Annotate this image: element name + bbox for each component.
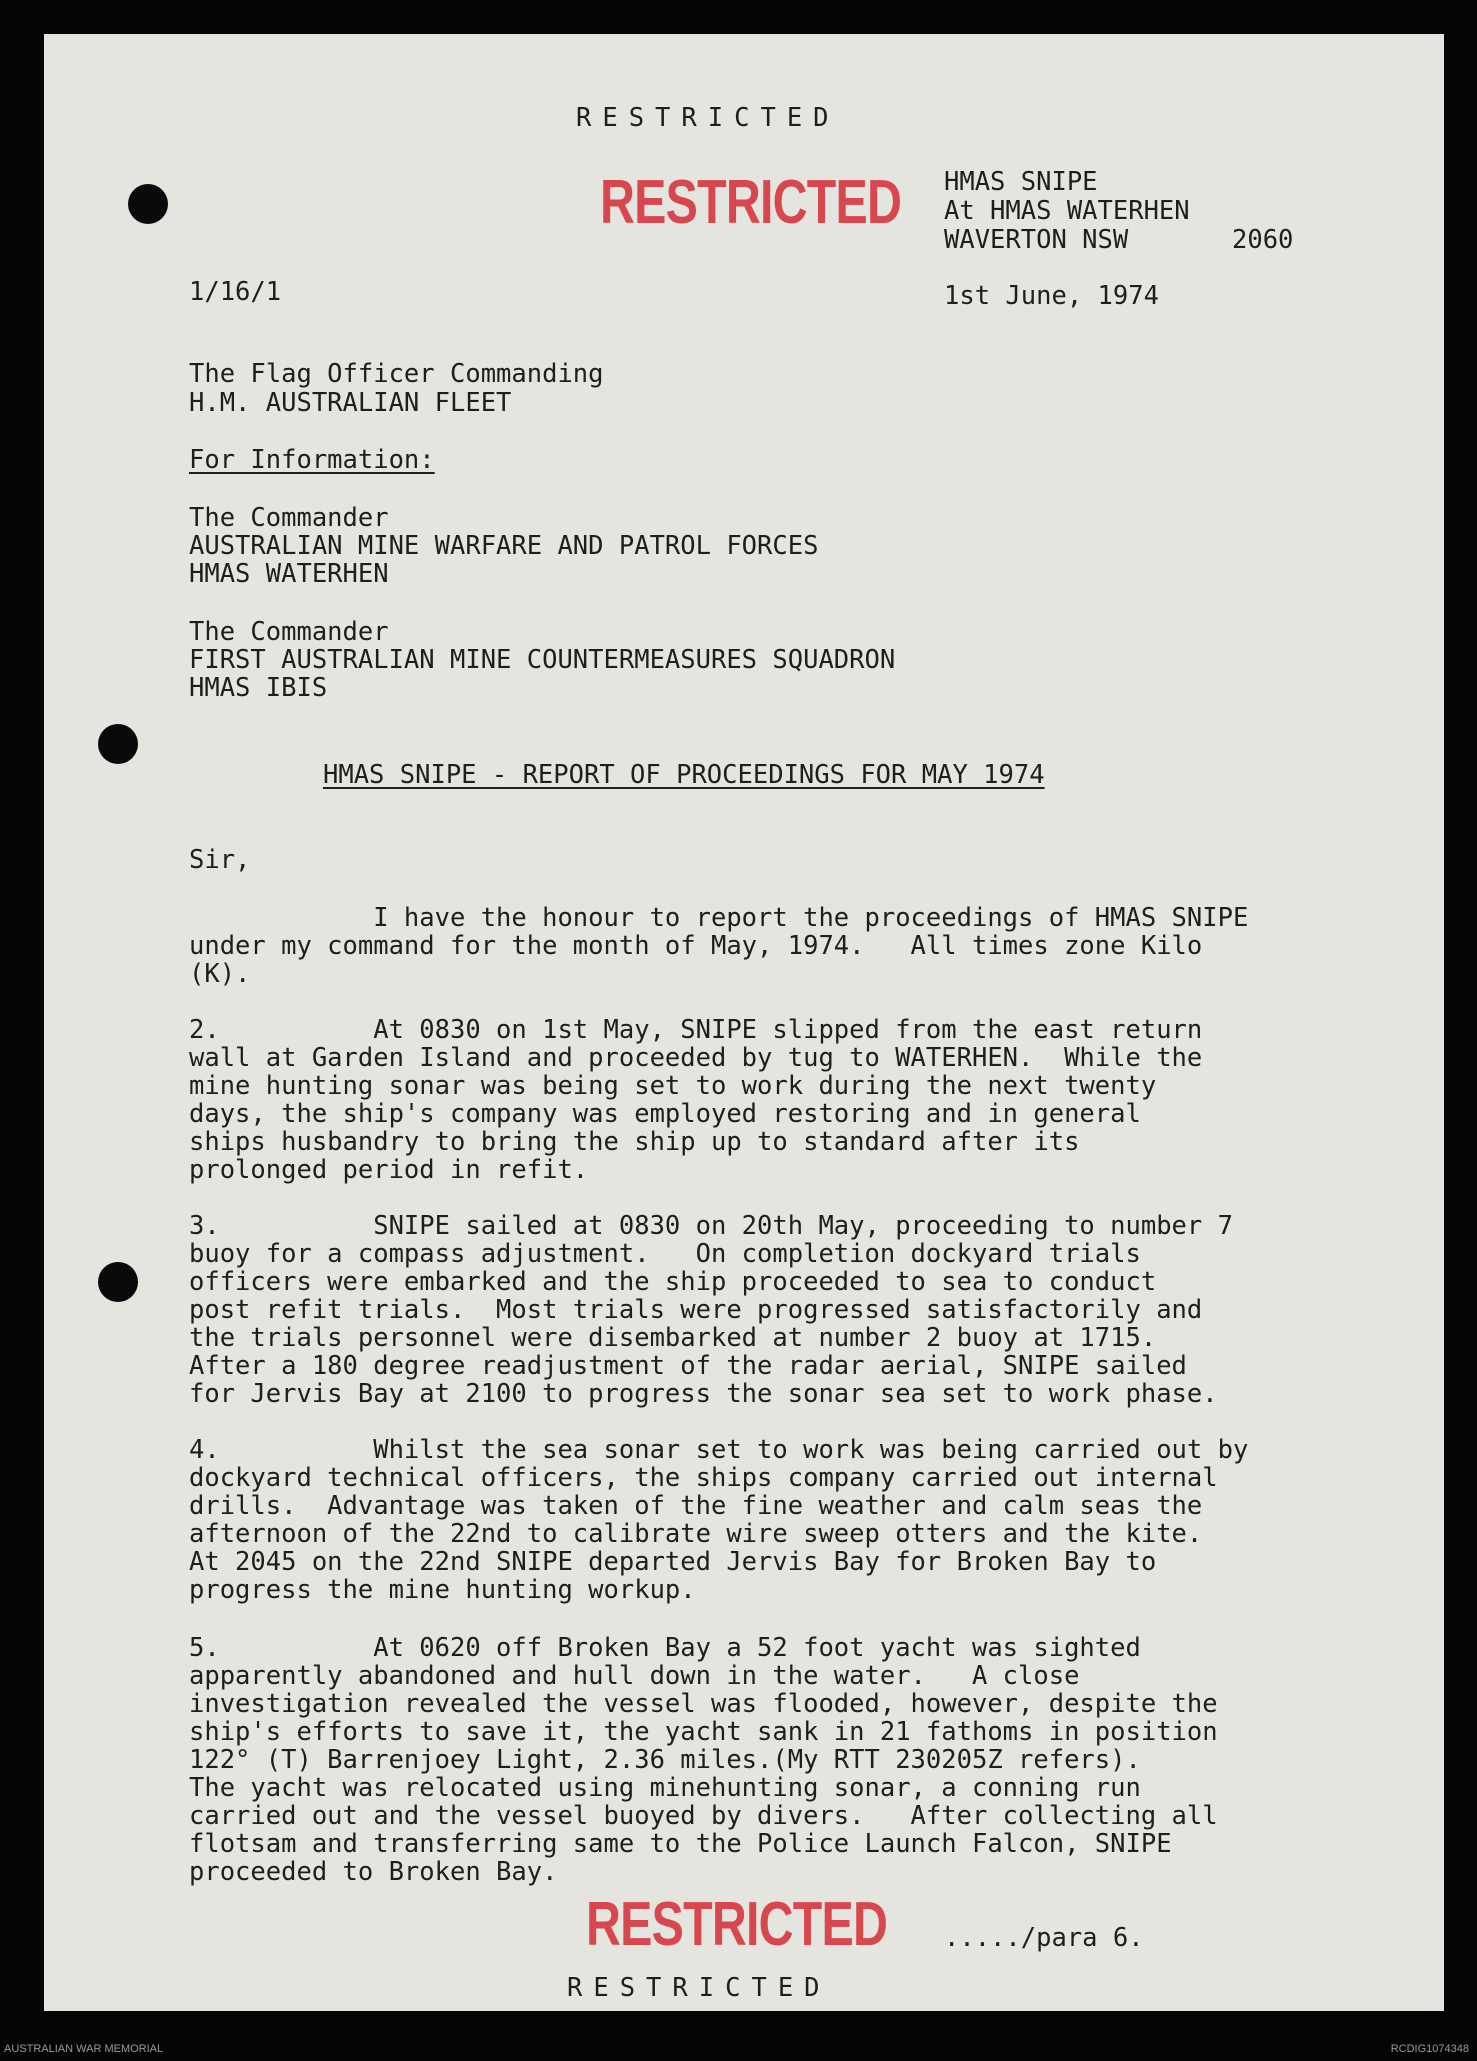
para-2-line-1: 2. At 0830 on 1st May, SNIPE slipped from the east return: [189, 1015, 1203, 1045]
info-addressee-1-line-2: AUSTRALIAN MINE WARFARE AND PATROL FORCES: [189, 531, 819, 561]
para-4-line-1: 4. Whilst the sea sonar set to work was being carried out by: [189, 1435, 1249, 1465]
salutation: Sir,: [189, 845, 251, 875]
para-4-line-2: dockyard technical officers, the ships company carried out internal: [189, 1463, 1218, 1493]
para-2-line-2: wall at Garden Island and proceeded by tug to WATERHEN. While the: [189, 1043, 1203, 1073]
para-3-line-4: post refit trials. Most trials were progressed satisfactorily and: [189, 1295, 1203, 1325]
addressee-line-1: The Flag Officer Commanding: [189, 359, 604, 389]
para-4-line-6: progress the mine hunting workup.: [189, 1575, 696, 1605]
classification-top: RESTRICTED: [576, 103, 840, 133]
para-2-line-3: mine hunting sonar was being set to work during the next twenty: [189, 1071, 1157, 1101]
file-reference: 1/16/1: [189, 277, 282, 307]
para-5-line-5: 122° (T) Barrenjoey Light, 2.36 miles.(My RTT 230205Z refers).: [189, 1745, 1141, 1775]
para-5-line-6: The yacht was relocated using minehunting sonar, a conning run: [189, 1773, 1141, 1803]
addressee-line-2: H.M. AUSTRALIAN FLEET: [189, 388, 512, 418]
para-5-line-1: 5. At 0620 off Broken Bay a 52 foot yacht was sighted: [189, 1633, 1141, 1663]
letter-date: 1st June, 1974: [944, 281, 1159, 311]
para-3-line-2: buoy for a compass adjustment. On completion dockyard trials: [189, 1239, 1141, 1269]
para-3-line-3: officers were embarked and the ship proceeded to sea to conduct: [189, 1267, 1157, 1297]
info-addressee-2-line-2: FIRST AUSTRALIAN MINE COUNTERMEASURES SQUADRON: [189, 645, 896, 675]
para-2-line-5: ships husbandry to bring the ship up to standard after its: [189, 1127, 1080, 1157]
sender-line-1: HMAS SNIPE: [944, 167, 1098, 197]
classification-bottom: RESTRICTED: [567, 1973, 831, 2003]
archive-id: RCDIG1074348: [1390, 2043, 1469, 2055]
para-2-line-4: days, the ship's company was employed restoring and in general: [189, 1099, 1141, 1129]
punch-hole-top: [128, 184, 168, 224]
document-page: [44, 34, 1444, 2011]
para-1-line-1: I have the honour to report the proceedings of HMAS SNIPE: [189, 903, 1249, 933]
punch-hole-middle: [98, 724, 138, 764]
info-addressee-2-line-1: The Commander: [189, 617, 389, 647]
para-4-line-5: At 2045 on the 22nd SNIPE departed Jervis Bay for Broken Bay to: [189, 1547, 1157, 1577]
sender-line-3: WAVERTON NSW: [944, 225, 1129, 255]
sender-line-2: At HMAS WATERHEN: [944, 196, 1190, 226]
para-3-line-7: for Jervis Bay at 2100 to progress the sonar sea set to work phase.: [189, 1379, 1218, 1409]
para-4-line-3: drills. Advantage was taken of the fine weather and calm seas the: [189, 1491, 1203, 1521]
subject-line: HMAS SNIPE - REPORT OF PROCEEDINGS FOR MAY 1974: [323, 760, 1045, 790]
para-5-line-3: investigation revealed the vessel was flooded, however, despite the: [189, 1689, 1218, 1719]
para-5-line-8: flotsam and transferring same to the Police Launch Falcon, SNIPE: [189, 1829, 1172, 1859]
info-addressee-2-line-3: HMAS IBIS: [189, 673, 328, 703]
restricted-stamp-top: RESTRICTED: [600, 168, 902, 237]
continuation-note: ...../para 6.: [944, 1923, 1144, 1953]
restricted-stamp-bottom: RESTRICTED: [586, 1890, 888, 1959]
para-5-line-2: apparently abandoned and hull down in the water. A close: [189, 1661, 1080, 1691]
para-1-line-3: (K).: [189, 959, 251, 989]
sender-postcode: 2060: [1232, 225, 1294, 255]
para-5-line-4: ship's efforts to save it, the yacht sank in 21 fathoms in position: [189, 1717, 1218, 1747]
para-3-line-5: the trials personnel were disembarked at number 2 buoy at 1715.: [189, 1323, 1157, 1353]
para-1-line-2: under my command for the month of May, 1974. All times zone Kilo: [189, 931, 1203, 961]
info-addressee-1-line-3: HMAS WATERHEN: [189, 559, 389, 589]
punch-hole-lower: [98, 1262, 138, 1302]
para-3-line-6: After a 180 degree readjustment of the radar aerial, SNIPE sailed: [189, 1351, 1187, 1381]
info-addressee-1-line-1: The Commander: [189, 503, 389, 533]
para-3-line-1: 3. SNIPE sailed at 0830 on 20th May, proceeding to number 7: [189, 1211, 1233, 1241]
para-5-line-7: carried out and the vessel buoyed by divers. After collecting all: [189, 1801, 1218, 1831]
for-information-label: For Information:: [189, 445, 435, 475]
para-2-line-6: prolonged period in refit.: [189, 1155, 589, 1185]
archive-credit: AUSTRALIAN WAR MEMORIAL: [4, 2043, 164, 2055]
para-5-line-9: proceeded to Broken Bay.: [189, 1857, 558, 1887]
para-4-line-4: afternoon of the 22nd to calibrate wire sweep otters and the kite.: [189, 1519, 1203, 1549]
